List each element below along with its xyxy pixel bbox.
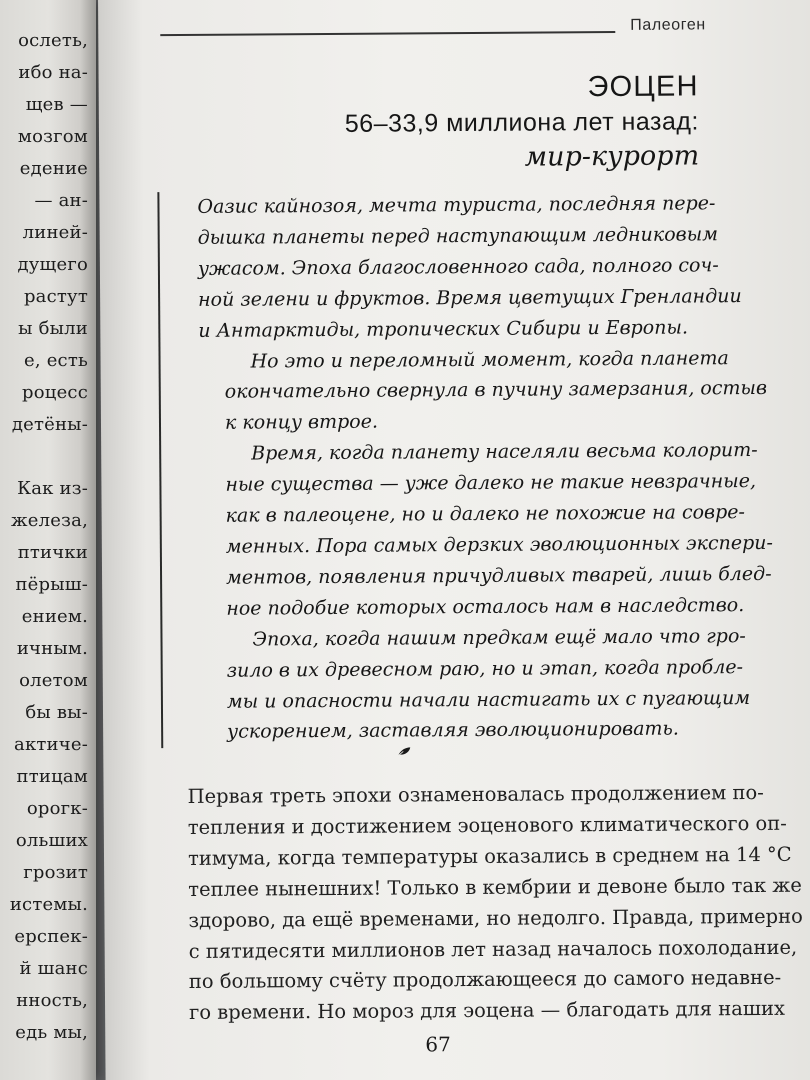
body-line: Первая треть эпохи ознаменовалась продолжением по-: [187, 780, 764, 808]
left-page-fragment: едь мы,: [15, 1022, 88, 1043]
left-page-fragment: ичным.: [16, 638, 88, 659]
epigraph-line: Но это и переломный момент, когда планета: [250, 346, 729, 373]
left-page-fragment: ибо на-: [18, 62, 88, 83]
page-number: 67: [425, 1032, 451, 1057]
epigraph-line: Время, когда планету населяли весьма колорит-: [251, 439, 758, 465]
body-line: теплее нынешних! Только в кембрии и девоне было так же: [188, 873, 802, 901]
left-page-fragment: грозит: [23, 862, 88, 883]
body-line: тимума, когда температуры оказались в среднем на 14 °С: [187, 842, 792, 870]
body-line: с пятидесяти миллионов лет назад началось похолодание,: [188, 935, 798, 963]
left-page-fragment: истемы.: [9, 894, 88, 915]
left-page-fragment: едение: [19, 158, 88, 179]
epigraph-paragraph: [199, 435, 773, 624]
left-page-fragment: орогк-: [26, 798, 88, 819]
epigraph-line: ускорением, заставляя эволюционировать.: [227, 717, 679, 744]
left-page-fragment: щев —: [25, 94, 88, 115]
chapter-title: ЭОЦЕН: [587, 70, 699, 104]
epigraph-paragraph: [200, 621, 749, 748]
epigraph-paragraph: [198, 343, 768, 440]
chapter-tagline: мир-курорт: [524, 140, 700, 173]
left-page-fragment: Как из-: [17, 478, 88, 499]
epigraph-line: ментов, появления причудливых тварей, лишь блед-: [225, 562, 772, 589]
epigraph-line: к концу втрое.: [224, 410, 379, 435]
left-page-fragment: нность,: [16, 990, 88, 1011]
left-page-fragment: ы были: [18, 318, 88, 339]
header-rule: [160, 31, 615, 36]
epigraph-line: Эпоха, когда нашим предкам ещё мало что гро-: [252, 624, 746, 651]
epigraph-line: как в палеоцене, но и далеко не похожие на совре-: [225, 501, 745, 527]
left-page-fragment: линей-: [22, 222, 88, 243]
body-line: здорово, да ещё временами, но недолго. Правда, примерно: [188, 904, 803, 932]
left-page-edge: [0, 0, 96, 1080]
epigraph-line: зило в их древесном раю, но и этап, когда пробле-: [226, 655, 744, 682]
body-line: по большому счёту продолжающееся до самого недавне-: [188, 966, 782, 994]
left-page-fragment: роцесс: [22, 382, 88, 403]
epigraph: [157, 188, 773, 748]
left-page-fragment: ерспек-: [14, 926, 88, 947]
epigraph-line: дышка планеты перед наступающим ледниковым: [197, 223, 718, 249]
epigraph-line: Оазис кайнозоя, мечта туриста, последняя пере-: [197, 192, 716, 218]
left-page-fragment: пёрыш-: [15, 574, 88, 595]
left-page-fragment: ением.: [21, 606, 88, 627]
epigraph-line: менных. Пора самых дерзких эволюционных экспери-: [225, 531, 773, 558]
chapter-title-block: [344, 68, 699, 176]
left-page-fragment: ослеть,: [18, 30, 88, 51]
left-page-fragment: растут: [23, 286, 88, 307]
body-line: тепления и достижением эоценового климатического оп-: [187, 811, 787, 839]
left-page-fragment: железа,: [11, 510, 88, 531]
epigraph-line: ные существа — уже далеко не такие невзрачные,: [225, 470, 757, 496]
epigraph-line: мы и опасности начали настигать их с пугающим: [226, 686, 751, 713]
left-page-fragment: детёны-: [11, 414, 88, 435]
left-page-fragment: мозгом: [17, 126, 88, 147]
left-page-fragment: птички: [17, 542, 88, 563]
body-text: [187, 778, 803, 1029]
epigraph-line: ное подобие которых осталось нам в наследство.: [226, 593, 745, 620]
epigraph-paragraph: [197, 188, 746, 346]
left-page-fragment: ольших: [15, 830, 88, 851]
left-page-fragment: бы вы-: [25, 702, 88, 723]
left-page-fragment: й шанс: [19, 958, 88, 979]
left-page-fragment: актиче-: [14, 734, 88, 755]
epigraph-line: и Антарктиды, тропических Сибири и Европы.: [198, 316, 689, 342]
left-page-fragment: е, есть: [24, 350, 88, 371]
left-page-fragment: олетом: [19, 670, 88, 691]
epigraph-line: окончательно свернула в пучину замерзания, остыв: [224, 377, 768, 404]
left-page-fragment: птицам: [16, 766, 88, 787]
running-head: Палеоген: [630, 16, 706, 34]
epigraph-line: ной зелени и фруктов. Время цветущих Гренландии: [198, 284, 742, 311]
chapter-date-range: 56–33,9 миллиона лет назад:: [344, 107, 699, 138]
leaf-icon: [397, 746, 411, 756]
left-page-fragment: — ан-: [34, 190, 88, 211]
body-line: го времени. Но мороз для эоцена — благодать для наших: [189, 997, 786, 1025]
left-page-fragment: дущего: [17, 254, 88, 275]
book-page: [98, 0, 810, 1080]
epigraph-line: ужасом. Эпоха благословенного сада, полного соч-: [197, 254, 719, 280]
